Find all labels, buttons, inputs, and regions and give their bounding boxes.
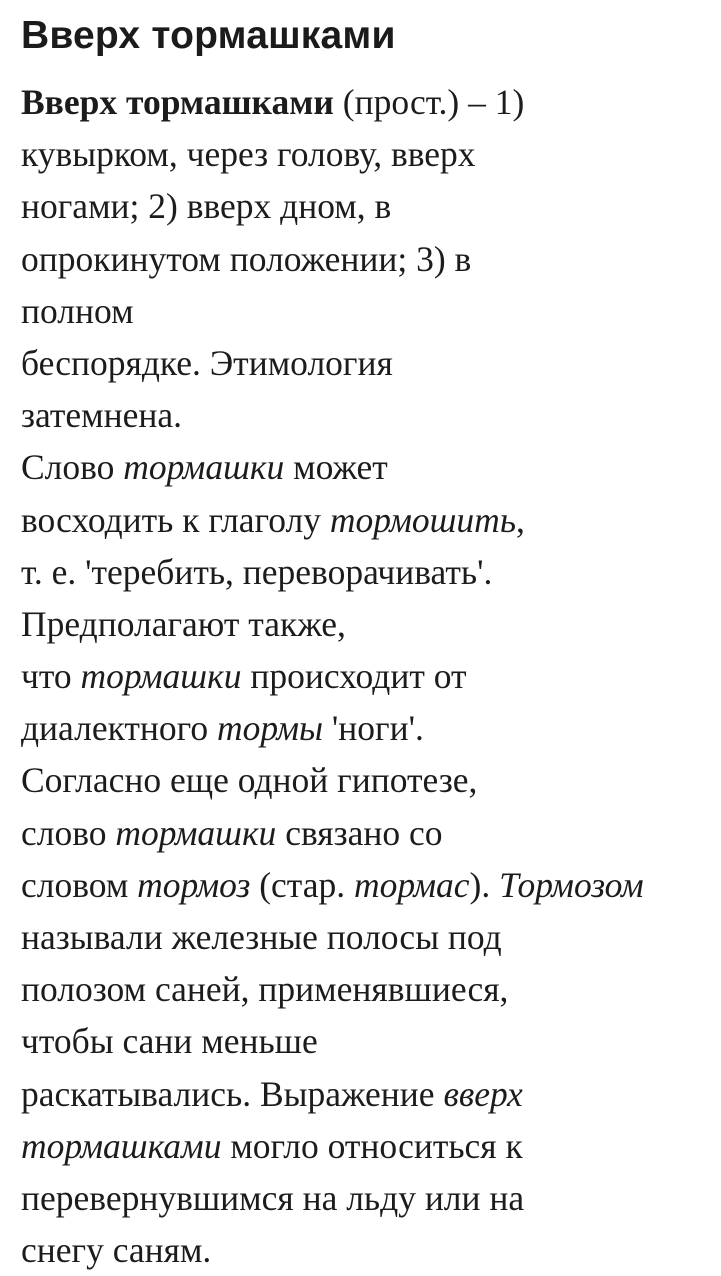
page-title: Вверх тормашками	[21, 14, 396, 57]
entry-line: ногами; 2) вверх дном, в	[21, 186, 392, 227]
italic-term: тормы	[216, 708, 324, 749]
italic-term: тормоз	[137, 864, 251, 905]
italic-term: Тормозом	[499, 864, 644, 905]
entry-line: затемнена.	[21, 395, 182, 436]
entry-line: словом тормоз (стар. тормас). Тормозом	[21, 864, 644, 905]
entry-line: Слово тормашки может	[21, 447, 388, 488]
entry-line: перевернувшимся на льду или на	[21, 1177, 525, 1218]
entry-line: опрокинутом положении; 3) в	[21, 238, 472, 279]
italic-term: вверх	[443, 1073, 523, 1114]
entry-line: кувырком, через голову, вверх	[21, 134, 476, 175]
italic-term: тормошить	[329, 499, 516, 540]
italic-term: тормашки	[115, 812, 277, 853]
entry-line: т. е. 'теребить, переворачивать'.	[21, 551, 493, 592]
entry-line: полозом саней, применявшиеся,	[21, 969, 509, 1010]
italic-term: тормашки	[123, 447, 285, 488]
entry-line: раскатывались. Выражение вверх	[21, 1073, 523, 1114]
entry-line: диалектного тормы 'ноги'.	[21, 708, 424, 749]
entry-line: называли железные полосы под	[21, 917, 502, 957]
entry-headword: Вверх тормашками	[21, 82, 334, 122]
entry-line: чтобы сани меньше	[21, 1021, 318, 1062]
entry-line: снегу саням.	[21, 1230, 212, 1271]
italic-term: тормас	[353, 864, 470, 905]
entry-line: что тормашки происходит от	[21, 656, 467, 697]
entry-line: Предполагают также,	[21, 603, 346, 644]
entry-line: Согласно еще одной гипотезе,	[21, 760, 478, 801]
entry-line: беспорядке. Этимология	[21, 342, 393, 383]
dictionary-entry	[21, 76, 721, 1276]
entry-line: восходить к глаголу тормошить,	[21, 499, 525, 540]
entry-line: тормашками могло относиться к	[21, 1125, 523, 1166]
entry-line: слово тормашки связано со	[21, 812, 443, 853]
entry-line: Вверх тормашками (прост.) – 1)	[21, 82, 525, 122]
italic-term: тормашки	[80, 656, 242, 697]
italic-term: тормашками	[21, 1125, 222, 1166]
entry-line: полном	[21, 290, 134, 331]
